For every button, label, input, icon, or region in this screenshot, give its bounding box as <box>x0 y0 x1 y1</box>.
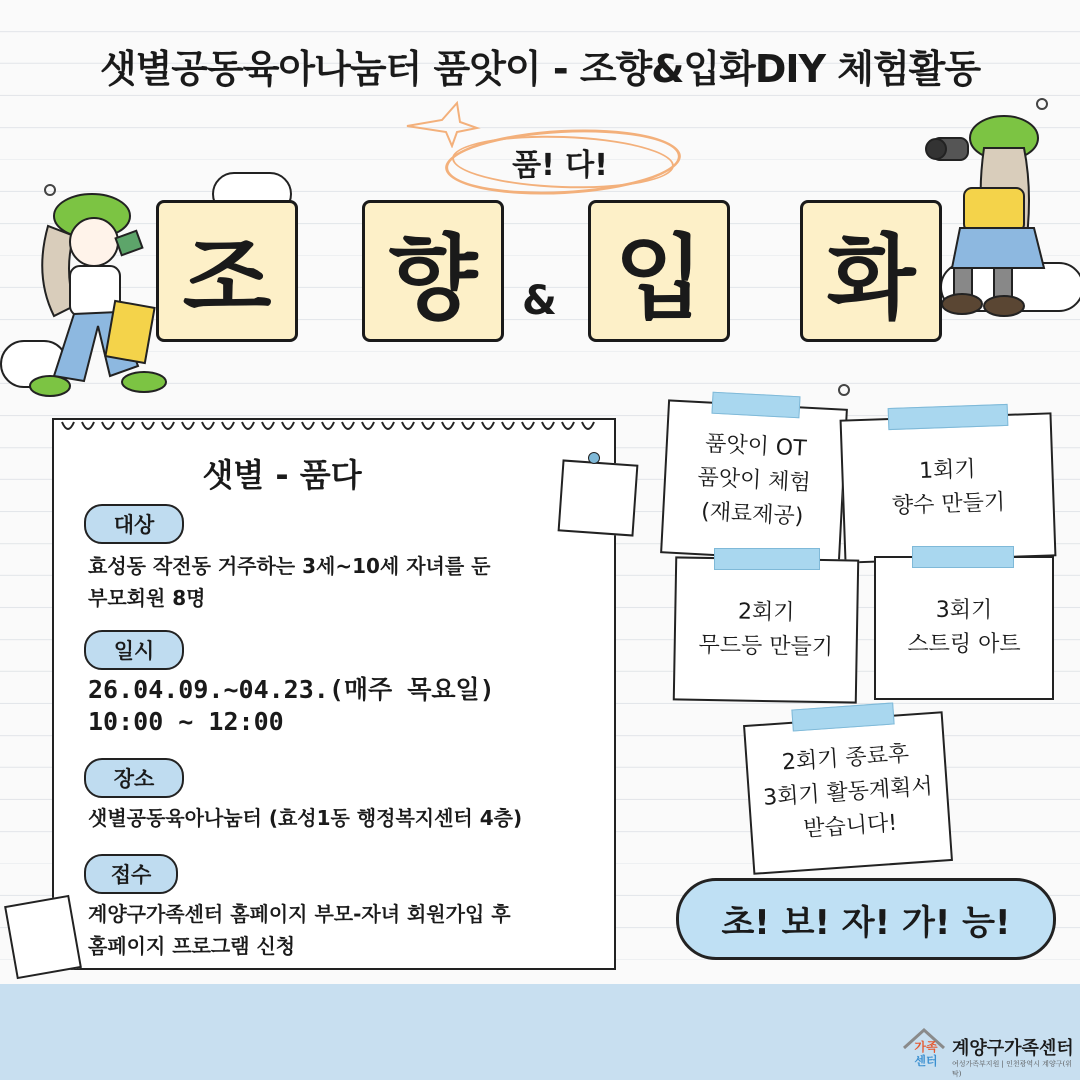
datetime-text <box>88 674 598 738</box>
note-line: 받습니다! <box>802 810 899 843</box>
logo-subtitle: 여성가족부지원 | 인천광역시 계양구(위탁) <box>952 1060 1072 1078</box>
spiral-rings <box>52 418 612 436</box>
place-text <box>88 802 608 834</box>
session-note-3 <box>874 556 1054 700</box>
letter-card: 화 <box>800 200 942 342</box>
ampersand: & <box>522 278 557 324</box>
tape-decoration <box>714 548 820 570</box>
girl-binoculars-illustration <box>924 108 1074 328</box>
page-title: 샛별공동육아나눔터 품앗이 - 조향&입화DIY 체험활동 <box>99 47 981 91</box>
badge-text: 품! 다! <box>512 148 608 183</box>
label-datetime: 일시 <box>84 630 184 670</box>
logo-mark <box>908 1040 944 1068</box>
dot-decoration <box>838 384 850 396</box>
note-line: 3회기 <box>935 598 993 623</box>
session-note-2 <box>673 556 859 703</box>
note-line: 2회기 종료후 <box>781 741 910 776</box>
curled-note-decoration <box>4 895 82 979</box>
note-line: 스트링 아트 <box>907 632 1021 657</box>
registration-text <box>88 898 598 962</box>
letter-card: 향 <box>362 200 504 342</box>
registration-line: 계양구가족센터 홈페이지 부모-자녀 회원가입 후 <box>88 902 511 926</box>
info-card-heading: 샛별 - 품다 <box>202 456 362 494</box>
target-line: 효성동 작전동 거주하는 3세~10세 자녀를 둔 <box>88 554 491 578</box>
curled-note-decoration <box>558 459 639 536</box>
letter-card: 입 <box>588 200 730 342</box>
logo-name: 계양구가족센터 <box>952 1038 1074 1059</box>
tape-decoration <box>912 546 1014 568</box>
place-line: 샛별공동육아나눔터 (효성1동 행정복지센터 4층) <box>88 806 523 830</box>
registration-line: 홈페이지 프로그램 신청 <box>88 934 296 958</box>
note-line: (재료제공) <box>700 499 804 530</box>
tape-decoration <box>888 404 1009 430</box>
datetime-line: 26.04.09.~04.23.(매주 목요일) <box>88 675 495 704</box>
logo-mark-line: 가족 <box>914 1040 938 1054</box>
label-place: 장소 <box>84 758 184 798</box>
note-line: 2회기 <box>737 599 795 626</box>
session-note-1 <box>840 412 1057 563</box>
logo-mark-line: 센터 <box>914 1054 938 1068</box>
target-text <box>88 550 598 614</box>
label-registration: 접수 <box>84 854 178 894</box>
note-line: 향수 만들기 <box>891 490 1006 519</box>
note-line: 1회기 <box>918 457 977 484</box>
letter-card: 조 <box>156 200 298 342</box>
note-line: 3회기 활동계획서 <box>762 774 934 811</box>
datetime-line: 10:00 ~ 12:00 <box>88 707 284 736</box>
session-note-ot <box>660 399 848 562</box>
tape-decoration <box>711 392 800 419</box>
note-line: 품앗이 체험 <box>696 465 812 496</box>
note-line: 품앗이 OT <box>704 431 808 462</box>
cta-banner: 초! 보! 자! 가! 능! <box>676 878 1056 960</box>
pin-icon <box>588 452 600 464</box>
note-line: 무드등 만들기 <box>698 632 834 661</box>
notice-note <box>743 711 953 875</box>
girl-reading-illustration <box>14 186 174 406</box>
target-line: 부모회원 8명 <box>88 586 206 610</box>
label-target: 대상 <box>84 504 184 544</box>
